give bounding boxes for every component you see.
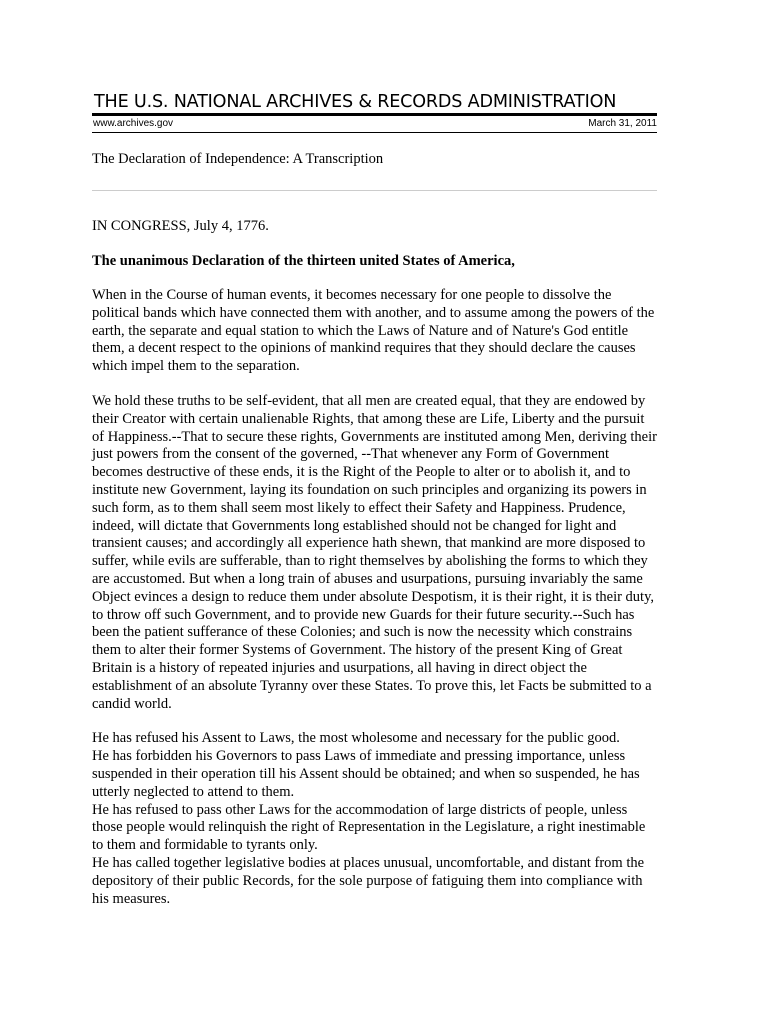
masthead-subheader [92,116,657,130]
paragraph-preamble: When in the Course of human events, it becomes necessary for one people to dissolve the political bands which have connected them with another, and to assume among the powers of the earth, the separate and equal station to which the Laws of Nature and of Nature's God entitle them, a decent respect to the opinions of mankind requires that they should declare the causes which impel them to the separation. [92,287,655,375]
paragraph-self-evident-truths: We hold these truths to be self-evident, that all men are created equal, that they are endowed by their Creator with certain unalienable Rights, that among these are Life, Liberty and the pursuit of Happiness.--That to secure these rights, Governments are instituted among Men, deriving their just powers from the consent of the governed, --That whenever any Form of Government becomes destructive of these ends, it is the Right of the People to alter or to abolish it, and to institute new Government, laying its foundation on such principles and organizing its powers in such form, as to them shall seem most likely to effect their Safety and Happiness. Prudence, indeed, will dictate that Governments long established should not be changed for light and transient causes; and accordingly all experience hath shewn, that mankind are more disposed to suffer, while evils are sufferable, than to right themselves by abolishing the forms to which they are accustomed. But when a long train of abuses and usurpations, pursuing invariably the same Object evinces a design to reduce them under absolute Despotism, it is their right, it is their duty, to throw off such Government, and to provide new Guards for their future security.--Such has been the patient sufferance of these Colonies; and such is now the necessity which constrains them to alter their former Systems of Government. The history of the present King of Great Britain is a history of repeated injuries and usurpations, all having in direct object the establishment of an absolute Tyranny over these States. To prove this, let Facts be submitted to a candid world. [92,392,657,712]
grievance-item: He has refused his Assent to Laws, the most wholesome and necessary for the public good. [92,730,620,747]
website-text: www.archives.gov [93,118,174,129]
declaration-heading: The unanimous Declaration of the thirteen united States of America, [92,253,515,269]
grievance-item: He has refused to pass other Laws for the accommodation of large districts of people, unless those people would relinquish the right of Representation in the Legislature, a right inestimable to them and formidable to tyrants only. [92,801,646,854]
masthead-title: THE U.S. NATIONAL ARCHIVES & RECORDS ADMINISTRATION [94,92,617,112]
document-date: March 31, 2011 [588,118,657,129]
dateline: IN CONGRESS, July 4, 1776. [92,218,269,234]
grievance-item: He has forbidden his Governors to pass Laws of immediate and pressing importance, unless suspended in their operation till his Assent should be obtained; and when so suspended, he has utterly neglected to attend to them. [92,748,640,800]
subheader-rule [92,132,657,133]
section-divider [92,190,657,191]
document-page [92,92,657,908]
grievance-item: He has called together legislative bodies at places unusual, uncomfortable, and distant from the depository of their public Records, for the sole purpose of fatiguing them into compliance with his measures. [92,854,645,907]
document-title: The Declaration of Independence: A Transcription [92,151,384,167]
